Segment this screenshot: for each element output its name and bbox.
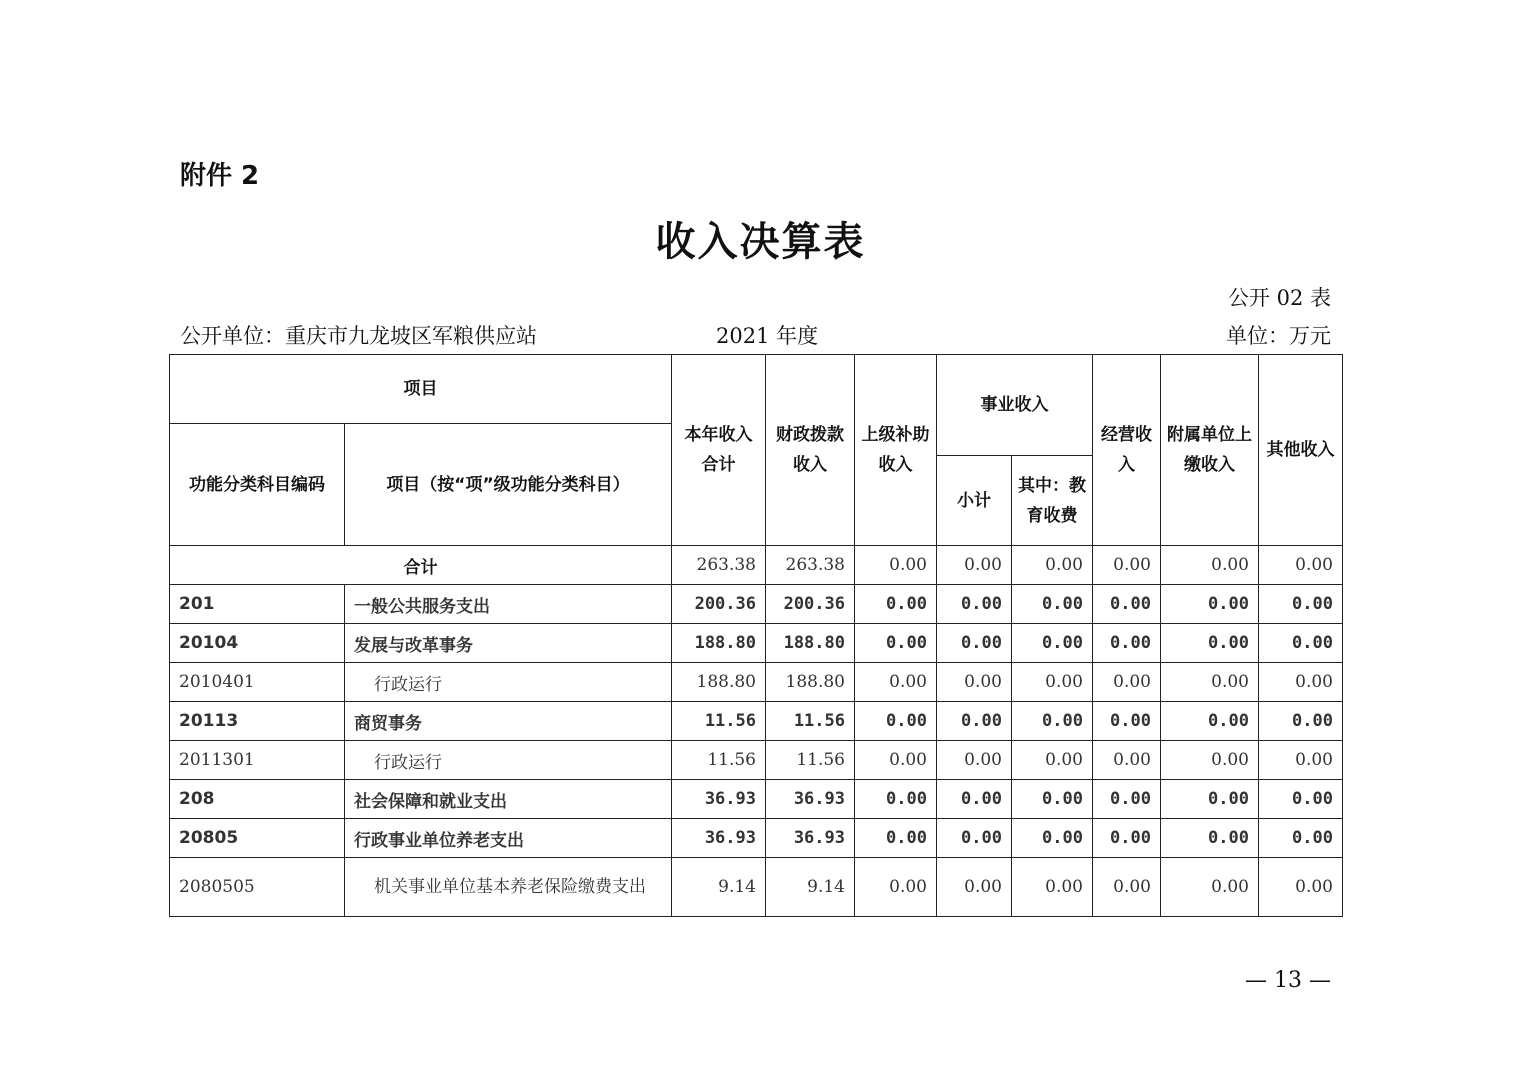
row-code: 2080505 <box>170 858 345 917</box>
table-row <box>170 663 1343 702</box>
row-value: 0.00 <box>855 741 937 780</box>
header-business: 事业收入 <box>937 355 1093 456</box>
row-name: 行政运行 <box>345 741 672 780</box>
row-value: 188.80 <box>672 624 766 663</box>
row-value: 188.80 <box>766 624 855 663</box>
row-value: 0.00 <box>1012 624 1093 663</box>
row-value: 0.00 <box>1093 741 1161 780</box>
fiscal-year: 2021 年度 <box>716 324 819 348</box>
header-name: 项目（按“项”级功能分类科目） <box>345 424 672 546</box>
total-row <box>170 546 1343 585</box>
row-name: 商贸事务 <box>345 702 672 741</box>
row-value: 0.00 <box>937 663 1012 702</box>
header-superior: 上级补助收入 <box>855 355 937 546</box>
row-name: 一般公共服务支出 <box>345 585 672 624</box>
total-value: 0.00 <box>1161 546 1259 585</box>
total-value: 263.38 <box>672 546 766 585</box>
income-table <box>169 354 1343 917</box>
header-other: 其他收入 <box>1259 355 1343 546</box>
row-value: 200.36 <box>766 585 855 624</box>
header-total-income: 本年收入合计 <box>672 355 766 546</box>
row-value: 0.00 <box>1161 702 1259 741</box>
attachment-label: 附件 2 <box>180 161 260 191</box>
row-value: 0.00 <box>855 663 937 702</box>
total-value: 0.00 <box>855 546 937 585</box>
table-row <box>170 702 1343 741</box>
total-label: 合计 <box>170 546 672 585</box>
row-value: 9.14 <box>766 858 855 917</box>
table-row <box>170 585 1343 624</box>
currency-unit: 单位：万元 <box>1226 324 1331 348</box>
total-value: 0.00 <box>1093 546 1161 585</box>
row-value: 0.00 <box>1093 663 1161 702</box>
row-value: 188.80 <box>766 663 855 702</box>
row-value: 0.00 <box>937 585 1012 624</box>
row-value: 0.00 <box>1093 819 1161 858</box>
header-subtotal: 小计 <box>937 456 1012 546</box>
table-body <box>170 546 1343 917</box>
table-header <box>170 355 1343 546</box>
row-value: 0.00 <box>1012 780 1093 819</box>
row-name: 发展与改革事务 <box>345 624 672 663</box>
row-value: 11.56 <box>672 702 766 741</box>
form-number: 公开 02 表 <box>1227 286 1331 310</box>
row-value: 0.00 <box>937 819 1012 858</box>
row-value: 36.93 <box>672 819 766 858</box>
header-project: 项目 <box>170 355 672 424</box>
row-value: 0.00 <box>1161 663 1259 702</box>
row-value: 0.00 <box>855 585 937 624</box>
row-value: 0.00 <box>1259 624 1343 663</box>
row-value: 0.00 <box>1259 780 1343 819</box>
row-code: 20113 <box>170 702 345 741</box>
row-value: 0.00 <box>1012 702 1093 741</box>
row-value: 0.00 <box>937 702 1012 741</box>
row-code: 208 <box>170 780 345 819</box>
row-value: 0.00 <box>855 858 937 917</box>
header-affiliated: 附属单位上缴收入 <box>1161 355 1259 546</box>
row-value: 0.00 <box>855 780 937 819</box>
row-value: 36.93 <box>766 819 855 858</box>
row-value: 0.00 <box>937 624 1012 663</box>
table-row <box>170 819 1343 858</box>
page-number: — 13 — <box>1245 968 1331 993</box>
row-value: 0.00 <box>1012 585 1093 624</box>
row-code: 20805 <box>170 819 345 858</box>
row-value: 9.14 <box>672 858 766 917</box>
row-value: 0.00 <box>855 702 937 741</box>
row-code: 201 <box>170 585 345 624</box>
row-value: 0.00 <box>937 741 1012 780</box>
row-value: 0.00 <box>1093 858 1161 917</box>
row-value: 0.00 <box>1161 780 1259 819</box>
row-value: 0.00 <box>1259 741 1343 780</box>
row-value: 0.00 <box>1093 702 1161 741</box>
header-education: 其中：教育收费 <box>1012 456 1093 546</box>
row-value: 0.00 <box>937 858 1012 917</box>
row-value: 0.00 <box>1161 819 1259 858</box>
row-value: 0.00 <box>1161 585 1259 624</box>
row-code: 2010401 <box>170 663 345 702</box>
row-value: 0.00 <box>1161 624 1259 663</box>
row-value: 188.80 <box>672 663 766 702</box>
row-value: 0.00 <box>1259 585 1343 624</box>
header-code: 功能分类科目编码 <box>170 424 345 546</box>
row-value: 0.00 <box>1259 663 1343 702</box>
row-value: 11.56 <box>766 741 855 780</box>
row-value: 0.00 <box>855 819 937 858</box>
total-value: 0.00 <box>937 546 1012 585</box>
table-row <box>170 624 1343 663</box>
row-name: 社会保障和就业支出 <box>345 780 672 819</box>
header-fiscal: 财政拨款收入 <box>766 355 855 546</box>
row-value: 0.00 <box>937 780 1012 819</box>
row-value: 0.00 <box>1093 585 1161 624</box>
total-value: 0.00 <box>1259 546 1343 585</box>
row-value: 0.00 <box>855 624 937 663</box>
row-value: 0.00 <box>1259 702 1343 741</box>
row-value: 0.00 <box>1012 741 1093 780</box>
row-code: 20104 <box>170 624 345 663</box>
row-value: 0.00 <box>1012 663 1093 702</box>
row-value: 0.00 <box>1093 624 1161 663</box>
total-value: 263.38 <box>766 546 855 585</box>
row-name: 行政事业单位养老支出 <box>345 819 672 858</box>
row-value: 36.93 <box>766 780 855 819</box>
row-value: 36.93 <box>672 780 766 819</box>
row-value: 200.36 <box>672 585 766 624</box>
table-row <box>170 780 1343 819</box>
row-value: 0.00 <box>1093 780 1161 819</box>
row-name: 行政运行 <box>345 663 672 702</box>
table-row <box>170 741 1343 780</box>
row-value: 0.00 <box>1161 741 1259 780</box>
total-value: 0.00 <box>1012 546 1093 585</box>
row-value: 11.56 <box>766 702 855 741</box>
row-value: 0.00 <box>1259 858 1343 917</box>
row-name: 机关事业单位基本养老保险缴费支出 <box>345 858 672 917</box>
row-value: 0.00 <box>1161 858 1259 917</box>
reporting-unit: 公开单位：重庆市九龙坡区军粮供应站 <box>180 324 537 348</box>
row-value: 11.56 <box>672 741 766 780</box>
row-value: 0.00 <box>1259 819 1343 858</box>
header-operating: 经营收入 <box>1093 355 1161 546</box>
table-row <box>170 858 1343 917</box>
row-value: 0.00 <box>1012 819 1093 858</box>
row-value: 0.00 <box>1012 858 1093 917</box>
row-code: 2011301 <box>170 741 345 780</box>
document-title: 收入决算表 <box>655 219 866 265</box>
